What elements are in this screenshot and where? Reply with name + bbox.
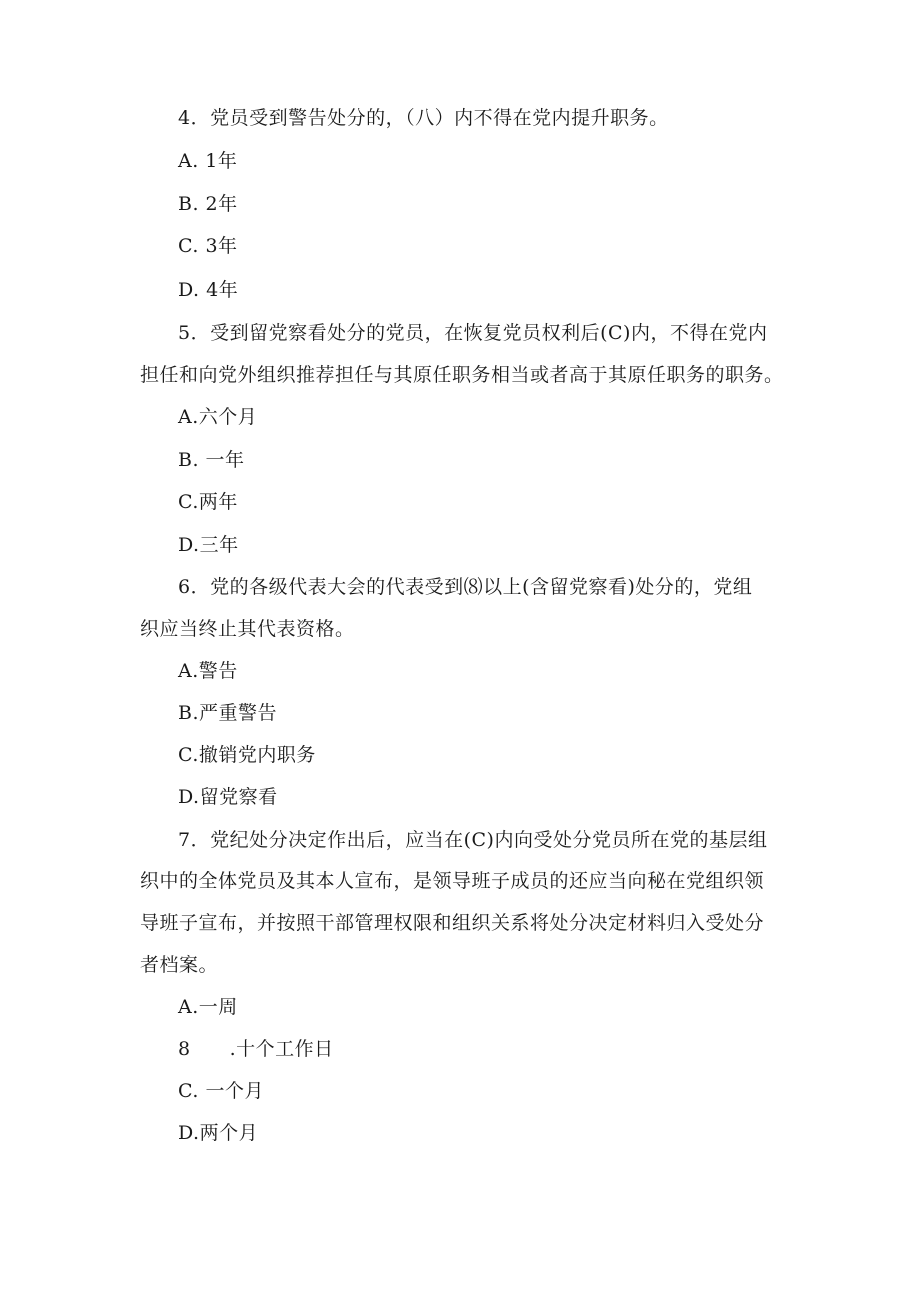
- question-7-text-line-2: 织中的全体党员及其本人宣布，是领导班子成员的还应当向秘在党组织领: [140, 870, 765, 892]
- question-7-text-line-3: 导班子宣布，并按照干部管理权限和组织关系将处分决定材料归入受处分: [140, 912, 765, 934]
- question-4-option-c: C. 3年: [178, 235, 238, 257]
- question-6-text-line-1: 6．党的各级代表大会的代表受到⑻以上(含留党察看)处分的，党组: [178, 576, 753, 598]
- question-4-option-d: D. 4年: [178, 279, 239, 301]
- question-7-option-d: D.两个月: [178, 1122, 259, 1144]
- question-6-option-b: B.严重警告: [178, 702, 278, 724]
- question-6-text-line-2: 织应当终止其代表资格。: [140, 618, 355, 640]
- question-7-option-b: 8 .十个工作日: [178, 1038, 334, 1060]
- question-4-option-a: A. 1年: [178, 150, 238, 172]
- question-5-option-a: A.六个月: [178, 406, 258, 428]
- question-6-option-d: D.留党察看: [178, 786, 278, 808]
- question-7-option-a: A.一周: [178, 996, 238, 1018]
- question-6-option-a: A.警告: [178, 660, 238, 682]
- question-4-text: 4．党员受到警告处分的，（八）内不得在党内提升职务。: [178, 107, 669, 129]
- question-5-option-c: C.两年: [178, 491, 238, 513]
- question-5-option-b: B. 一年: [178, 449, 245, 471]
- question-4-option-b: B. 2年: [178, 193, 238, 215]
- question-5-text-line-2: 担任和向党外组织推荐担任与其原任职务相当或者高于其原任职务的职务。: [140, 364, 784, 386]
- question-7-option-c: C. 一个月: [178, 1080, 264, 1102]
- question-6-option-c: C.撤销党内职务: [178, 744, 316, 766]
- question-7-text-line-4: 者档案。: [140, 954, 219, 976]
- question-5-option-d: D.三年: [178, 534, 239, 556]
- question-7-text-line-1: 7．党纪处分决定作出后，应当在(C)内向受处分党员所在党的基层组: [178, 829, 768, 851]
- question-5-text-line-1: 5．受到留党察看处分的党员，在恢复党员权利后(C)内，不得在党内: [178, 322, 768, 344]
